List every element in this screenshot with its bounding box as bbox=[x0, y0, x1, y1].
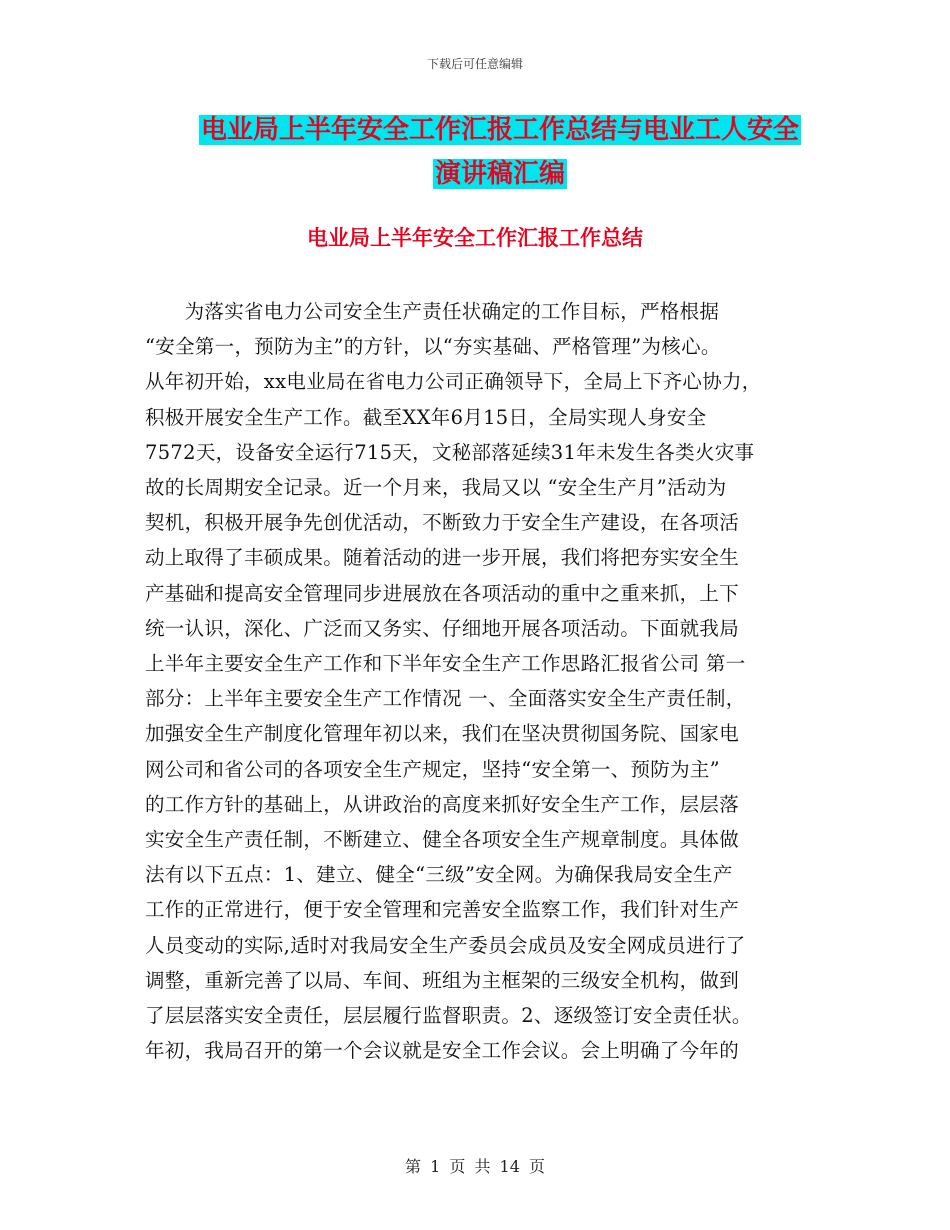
body-line: 积极开展安全生产工作。截至XX年6月15日，全局实现人身安全 bbox=[145, 405, 707, 429]
body-line: 加强安全生产制度化管理年初以来，我们在坚决贯彻国务院、国家电 bbox=[145, 722, 740, 746]
body-line: 实安全生产责任制，不断建立、健全各项安全生产规章制度。具体做 bbox=[145, 828, 740, 852]
body-line: 人员变动的实际,适时对我局安全生产委员会成员及安全网成员进行了 bbox=[145, 933, 746, 957]
body-line: 动上取得了丰硕成果。随着活动的进一步开展，我们将把夯实安全生 bbox=[145, 546, 740, 570]
document-title-line-1: 电业局上半年安全工作汇报工作总结与电业工人安全 bbox=[200, 115, 799, 145]
body-line: 产基础和提高安全管理同步进展放在各项活动的重中之重来抓，上下 bbox=[145, 581, 740, 605]
body-line: 为落实省电力公司安全生产责任状确定的工作目标，严格根据 bbox=[145, 300, 720, 323]
body-line: 了层层落实安全责任，层层履行监督职责。2、逐级签订安全责任状。 bbox=[145, 1004, 752, 1028]
body-line: 契机，积极开展争先创优活动，不断致力于安全生产建设，在各项活 bbox=[145, 511, 740, 535]
body-line: 工作的正常进行，便于安全管理和完善安全监察工作，我们针对生产 bbox=[145, 898, 740, 922]
section-title: 电业局上半年安全工作汇报工作总结 bbox=[307, 226, 643, 250]
body-line: 调整，重新完善了以局、车间、班组为主框架的三级安全机构，做到 bbox=[145, 968, 740, 992]
body-line: 的工作方针的基础上，从讲政治的高度来抓好安全生产工作，层层落 bbox=[145, 792, 740, 816]
body-line: 故的长周期安全记录。近一个月来，我局又以 “安全生产月”活动为 bbox=[145, 476, 727, 500]
body-line: 部分：上半年主要安全生产工作情况 一、全面落实安全生产责任制， bbox=[145, 687, 746, 711]
body-line: 统一认识，深化、广泛而又务实、仔细地开展各项活动。下面就我局 bbox=[145, 616, 740, 640]
body-line: 7572天，设备安全运行715天，文秘部落延续31年未发生各类火灾事 bbox=[145, 440, 755, 464]
body-line: 网公司和省公司的各项安全生产规定，坚持“安全第一、预防为主” bbox=[145, 757, 720, 781]
body-line: 法有以下五点：1、建立、健全“三级”安全网。为确保我局安全生产 bbox=[145, 863, 733, 887]
document-title bbox=[150, 108, 850, 196]
body-line: “安全第一，预防为主”的方针，以“夯实基础、严格管理”为核心。 bbox=[145, 335, 721, 359]
body-line: 上半年主要安全生产工作和下半年安全生产工作思路汇报省公司 第一 bbox=[145, 652, 746, 676]
body-line: 年初，我局召开的第一个会议就是安全工作会议。会上明确了今年的 bbox=[145, 1039, 740, 1063]
page-number: 第 1 页 共 14 页 bbox=[405, 1157, 545, 1176]
document-title-line-2: 演讲稿汇编 bbox=[434, 159, 565, 189]
header-note: 下载后可任意编辑 bbox=[426, 57, 523, 71]
body-text bbox=[145, 294, 817, 1068]
body-line: 从年初开始，xx电业局在省电力公司正确领导下，全局上下齐心协力， bbox=[145, 370, 762, 394]
